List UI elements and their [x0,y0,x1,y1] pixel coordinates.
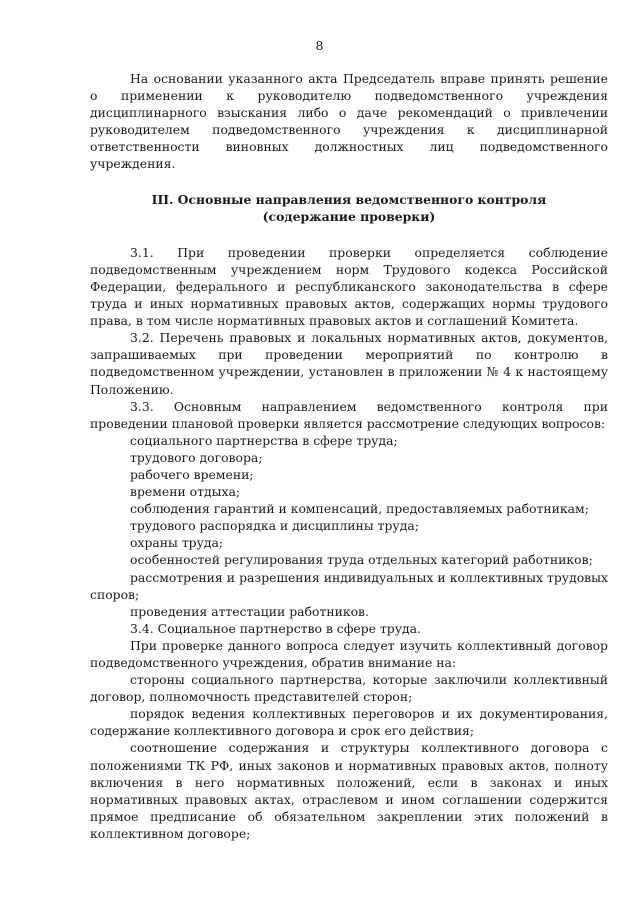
document-body [90,70,608,842]
list-item: стороны социального партнерства, которые заключили коллективный договор, полномочность представителей сторон; [90,672,608,705]
list-3-4 [90,671,608,842]
list-item: рабочего времени; [130,466,254,482]
list-item: трудового договора; [130,449,263,465]
list-item: порядок ведения коллективных переговоров и их документирования, содержание коллективного договора и срок его действия; [90,706,608,739]
list-item: времени отдыха; [130,484,241,500]
list-item: охраны труда; [130,535,224,551]
list-item: соотношение содержания и структуры коллективного договора с положениями ТК РФ, иных законов и нормативных правовых актов, полноту включения в него нормативных положений, если в законах и иных нормативных правовых актах, отраслевом и ином соглашении содержится прямое предписание об обязательном закреплении этих положений в коллективном договоре; [90,740,608,841]
section-heading-line1: III. Основные направления ведомственного контроля [151,191,547,207]
paragraph-intro: На основании указанного акта Председатель вправе принять решение о применении к руководителю подведомственного учреждения дисциплинарного взыскания либо о даче рекомендаций о привлечении руководителем подведомственного учреждения к дисциплинарной ответственности виновных должностных лиц подведомственного учреждения. [90,71,608,172]
list-3-3 [90,432,608,620]
list-item: особенностей регулирования труда отдельных категорий работников; [130,552,593,568]
paragraph-3-1: 3.1. При проведении проверки определяется соблюдение подведомственным учреждением норм Трудового кодекса Российской Федерации, федерального и республиканского законодательства в сфере труда и иных нормативных правовых актов, содержащих нормы трудового права, в том числе нормативных правовых актов и соглашений Комитета. [90,244,608,329]
paragraph-3-4-check: При проверке данного вопроса следует изучить коллективный договор подведомственного учреждения, обратив внимание на: [90,637,608,670]
paragraph-3-3: 3.3. Основным направлением ведомственного контроля при проведении плановой проверки является рассмотрение следующих вопросов: [90,398,608,431]
list-item: социального партнерства в сфере труда; [130,432,398,448]
list-item: рассмотрения и разрешения индивидуальных и коллективных трудовых споров; [90,569,608,602]
page-number: 8 [315,38,324,53]
list-item: проведения аттестации работников. [130,603,369,619]
paragraph-3-2: 3.2. Перечень правовых и локальных нормативных актов, документов, запрашиваемых при проведении мероприятий по контролю в подведомственном учреждении, установлен в приложении № 4 к настоящему Положению. [90,330,608,397]
paragraph-3-4: 3.4. Социальное партнерство в сфере труда. [130,620,421,636]
list-item: трудового распорядка и дисциплины труда; [130,518,419,534]
list-item: соблюдения гарантий и компенсаций, предоставляемых работникам; [130,501,589,517]
section-heading [90,191,608,225]
section-heading-line2: (содержание проверки) [262,208,436,224]
